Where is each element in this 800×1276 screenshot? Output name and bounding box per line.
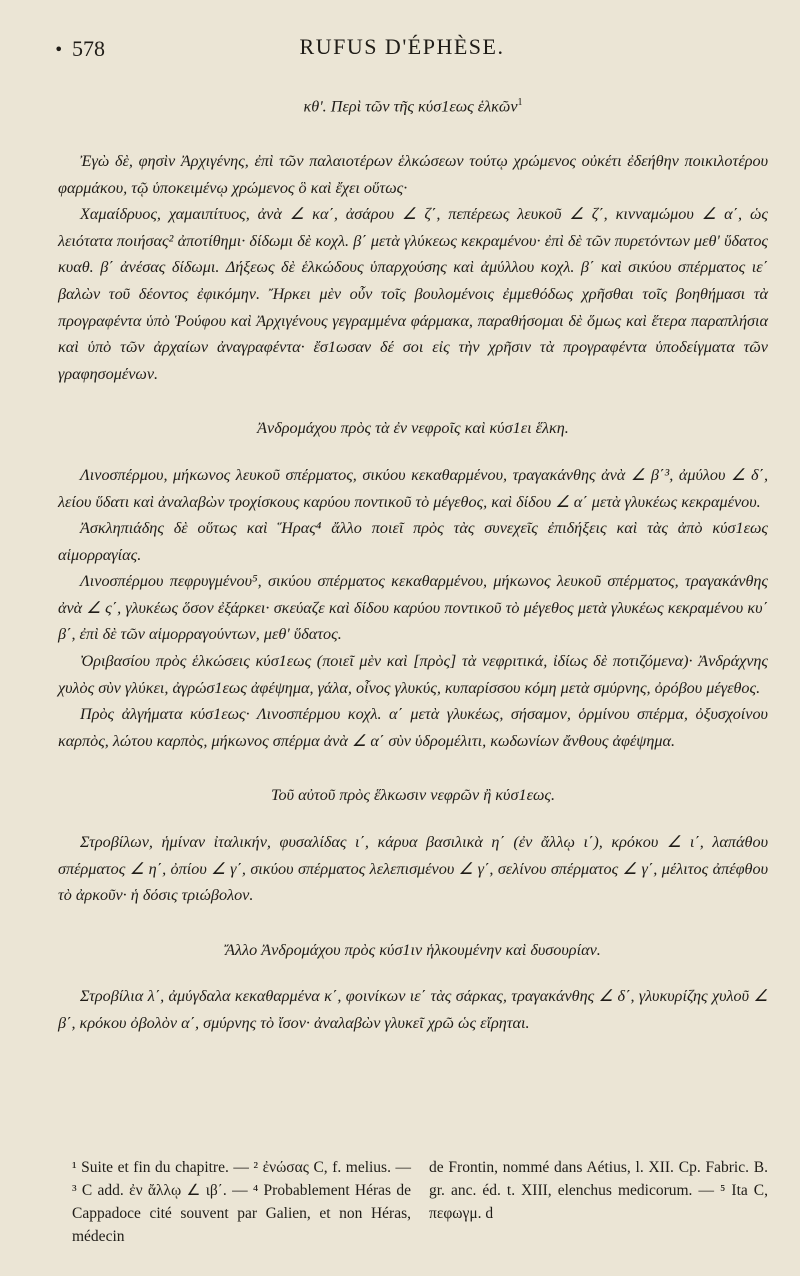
paragraph: Στροβίλων, ἡμίναν ἰταλικήν, φυσαλίδας ι΄, κάρυα βασιλικὰ η΄ (ἐν ἄλλῳ ι΄), κρόκου ∠ ι΄, λαπάθου σπέρματος ∠ η΄, ὀπίου ∠ γ΄, σικύου σπέρματος λελεπισμένου ∠ γ΄, σελίνου σπέρματος ∠ γ΄, μέλιτος ἀπέφθου τὸ ἀρκοῦν· ἡ δόσις τριώβολον. — [58, 833, 768, 905]
paragraph: Στροβίλια λ΄, ἀμύγδαλα κεκαθαρμένα κ΄, φοινίκων ιε΄ τὰς σάρκας, τραγακάνθης ∠ δ΄, γλυκυρίζης χυλοῦ ∠ β΄, κρόκου ὀβολὸν α΄, σμύρνης τὸ ἴσον· ἀναλαβὼν γλυκεῖ χρῶ ὡς εἴρηται. — [58, 987, 768, 1033]
paragraph: Ἐγὼ δὲ, φησὶν Ἀρχιγένης, ἐπὶ τῶν παλαιοτέρων ἑλκώσεων τούτῳ χρώμενος οὐκέτι ἐδεήθην ποικιλοτέρου φαρμάκου, τῷ ὑποκειμένῳ χρώμενος ὃ καὶ ἔχει οὕτως· — [58, 151, 768, 197]
section-heading: Ἄλλο Ἀνδρομάχου πρὸς κύσ1ιν ἡλκουμένην καὶ δυσουρίαν. — [225, 940, 601, 959]
paragraph: Λινοσπέρμου πεφρυγμένου⁵, σικύου σπέρματος κεκαθαρμένου, μήκωνος λευκοῦ σπέρματος, τραγακάνθης ἀνὰ ∠ ς΄, γλυκέως ὅσον ἐξάρκει· σκεύαζε καὶ δίδου καρύου ποντικοῦ τὸ μέγεθος μετὰ γλυκέως κεκραμένου κυ΄ β΄, ἐπὶ δὲ τῶν αἱμορραγούντων, μεθ' ὕδατος. — [58, 572, 768, 644]
footnote-text: ¹ Suite et fin du chapitre. — ² ἐνώσας C, f. melius. — ³ C add. ἐν ἄλλῳ ∠ ιβ΄. — ⁴ Probablement Héras de Cappadoce cité souvent par Galien, et non Héras, médecin — [72, 1159, 411, 1245]
footnotes-left-column — [72, 1156, 411, 1248]
page-header — [52, 34, 752, 66]
paragraph: Ἀσκληπιάδης δὲ οὕτως καὶ Ἥρας⁴ ἄλλο ποιεῖ πρὸς τὰς συνεχεῖς ἐπιδήξεις καὶ τὰς ἀπὸ κύσ1εως αἱμορραγίας. — [58, 519, 768, 564]
margin-bullet: • — [54, 40, 64, 59]
footnote-text: de Frontin, nommé dans Aétius, l. XII. Cp. Fabric. B. gr. anc. éd. t. XIII, elenchus medicorum. — ⁵ Ita C, πεφωγμ. d — [429, 1159, 768, 1222]
paragraph: Ὀριβασίου πρὸς ἑλκώσεις κύσ1εως (ποιεῖ μὲν καὶ [πρὸς] τὰ νεφριτικά, ἰδίως δὲ ποτιζόμενα)· Ἀνδράχνης χυλὸς σὺν γλύκει, ἀγρώσ1εως ἀφέψημα, γάλα, οἶνος γλυκύς, κυπαρίσσου κόμη μετὰ σμύρνης, ὀρόβου μέγεθος. — [58, 652, 768, 697]
paragraph: Λινοσπέρμου, μήκωνος λευκοῦ σπέρματος, σικύου κεκαθαρμένου, τραγακάνθης ἀνὰ ∠ β΄³, ἀμύλου ∠ δ΄, λείου ὕδατι καὶ ἀναλαβὼν τροχίσκους καρύου ποντικοῦ τὸ μέγεθος, καὶ δίδου ∠ α΄ μετὰ γλυκέως κεκραμένου. — [58, 465, 768, 511]
running-title: RUFUS D'ÉPHÈSE. — [299, 34, 505, 59]
main-text — [58, 90, 768, 1037]
footnotes — [72, 1156, 768, 1248]
section-heading: κθʹ. Περὶ τῶν τῆς κύσ1εως ἑλκῶν$^1$ — [303, 97, 523, 116]
section-heading: Ἀνδρομάχου πρὸς τὰ ἐν νεφροῖς καὶ κύσ1ει ἕλκη. — [257, 419, 569, 438]
footnotes-right-column — [429, 1156, 768, 1248]
section-heading: Τοῦ αὐτοῦ πρὸς ἕλκωσιν νεφρῶν ἢ κύσ1εως. — [270, 786, 555, 805]
paragraph: Χαμαίδρυος, χαμαιπίτυος, ἀνὰ ∠ κα΄, ἀσάρου ∠ ζ΄, πεπέρεως λευκοῦ ∠ ζ΄, κινναμώμου ∠ α΄, ὡς λειότατα ποιήσας² ἀποτίθημι· δίδωμι δὲ κοχλ. β΄ μετὰ γλύκεως κεκραμένου· ἐπὶ δὲ τῶν πυρετόντων μεθ' ὕδατος κυαθ. β΄ ἀνέσας δίδωμι. Δήξεως δὲ ἑλκώδους ὑπαρχούσης καὶ ἀμύλλου κοχλ. β΄ καὶ σικύου σπέρματος ιε΄ βαλὼν τοῦ δέοντος ἐφικόμην. Ἤρκει μὲν οὖν τοῖς βουλομένοις ἐμμεθόδως χρῆσθαι τοῖς βοηθήμασι τὰ προγραφέντα ὑπὸ Ῥούφου καὶ Ἀρχιγένους γεγραμμένα φάρμακα, παραθήσομαι δὲ ὅμως καὶ ἕτερα παραπλήσια καὶ ὑπὸ τῶν ἀρχαίων ἀναγραφέντα· ἔσ1ωσαν δέ σοι εἰς τὴν χρῆσιν τὰ προγραφέντα ὑποδείγματα τῶν γραφησομένων. — [58, 205, 768, 383]
paragraph: Πρὸς ἀλγήματα κύσ1εως· Λινοσπέρμου κοχλ. α΄ μετὰ γλυκέως, σήσαμον, ὁρμίνου σπέρμα, ὀξυσχοίνου καρπὸς, λώτου καρπὸς, μήκωνος σπέρμα ἀνὰ ∠ α΄ σὺν ὑδρομέλιτι, κωδωνίων ἄνθους ἀφέψημα. — [58, 705, 768, 750]
page-number: 578 — [72, 36, 105, 61]
